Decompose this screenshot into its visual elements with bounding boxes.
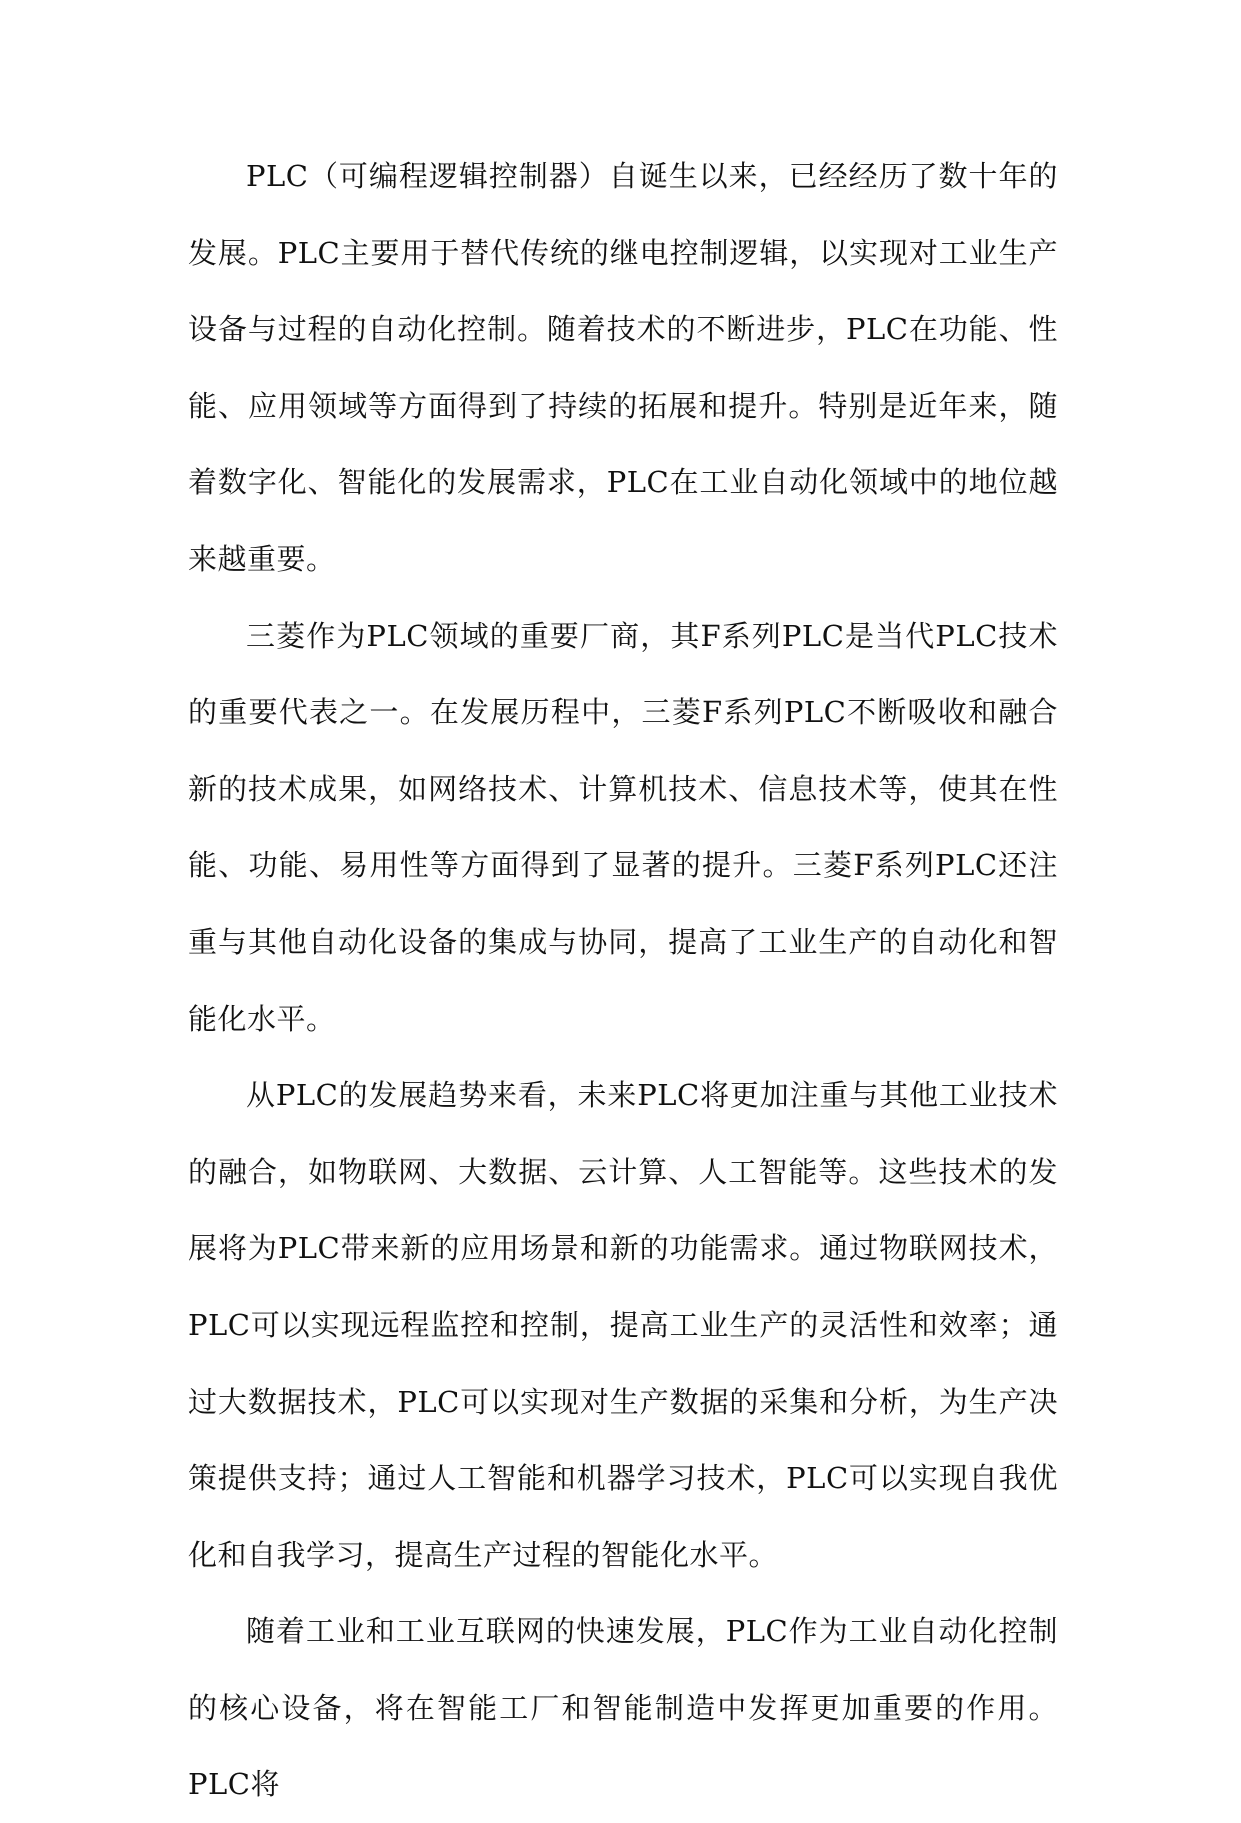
document-body <box>188 138 1058 1823</box>
paragraph-mitsubishi-f-series: 三菱作为PLC领域的重要厂商，其F系列PLC是当代PLC技术的重要代表之一。在发展历程中，三菱F系列PLC不断吸收和融合新的技术成果，如网络技术、计算机技术、信息技术等，使其在性能、功能、易用性等方面得到了显著的提升。三菱F系列PLC还注重与其他自动化设备的集成与协同，提高了工业生产的自动化和智能化水平。 <box>188 618 1058 1036</box>
paragraph-industrial-internet: 随着工业和工业互联网的快速发展，PLC作为工业自动化控制的核心设备，将在智能工厂和智能制造中发挥更加重要的作用。PLC将 <box>188 1614 1058 1802</box>
paragraph-plc-history: PLC（可编程逻辑控制器）自诞生以来，已经经历了数十年的发展。PLC主要用于替代传统的继电控制逻辑，以实现对工业生产设备与过程的自动化控制。随着技术的不断进步，PLC在功能、性能、应用领域等方面得到了持续的拓展和提升。特别是近年来，随着数字化、智能化的发展需求，PLC在工业自动化领域中的地位越来越重要。 <box>188 159 1058 576</box>
paragraph-plc-trends: 从PLC的发展趋势来看，未来PLC将更加注重与其他工业技术的融合，如物联网、大数据、云计算、人工智能等。这些技术的发展将为PLC带来新的应用场景和新的功能需求。通过物联网技术，PLC可以实现远程监控和控制，提高工业生产的灵活性和效率；通过大数据技术，PLC可以实现对生产数据的采集和分析，为生产决策提供支持；通过人工智能和机器学习技术，PLC可以实现自我优化和自我学习，提高生产过程的智能化水平。 <box>188 1078 1058 1572</box>
